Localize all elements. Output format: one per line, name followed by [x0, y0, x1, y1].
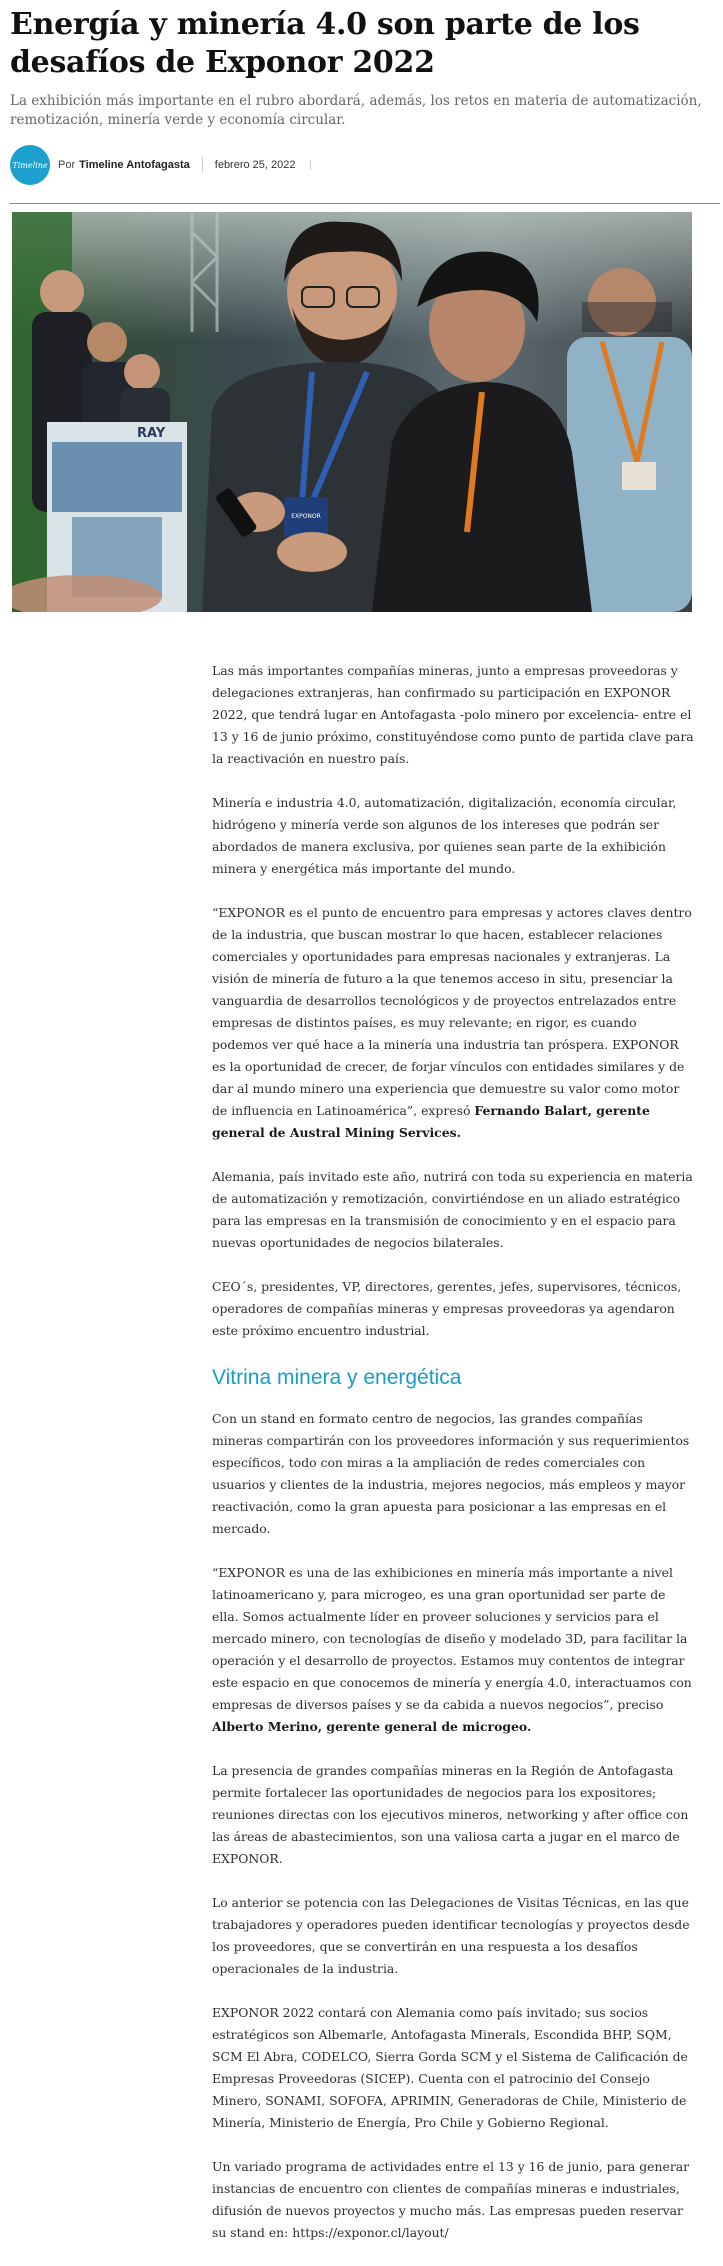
hero-photo-illustration: [12, 212, 692, 612]
quote-text: “EXPONOR es el punto de encuentro para empresas y actores claves dentro de la industria, que buscan mostrar lo que hacen, establecer relaciones comerciales y oportunidades para empresas nacionales y extranjeras. La visión de minería de futuro a la que tenemos acceso in situ, presenciar la vanguardia de desarrollos tecnológicos y de proyectos entrelazados entre empresas de distintos países, es muy relevante; en rigor, es cuando podemos ver qué hace a la minería una industria tan próspera. EXPONOR es la oportunidad de crecer, de forjar vínculos con entidades similares y de dar al mundo minero una experiencia que demuestre su valor como motor de influencia en Latinoamérica”, expresó: [212, 905, 692, 1118]
hero-image: [12, 212, 692, 612]
publish-date: febrero 25, 2022: [214, 159, 296, 171]
article-subtitle: La exhibición más importante en el rubro abordará, además, los retos en materia de automatización, remotización, minería verde y economía circular.: [10, 93, 702, 128]
quote-text: “EXPONOR es una de las exhibiciones en minería más importante a nivel latinoamericano y, para microgeo, es una gran oportunidad ser parte de ella. Somos actualmente líder en proveer soluciones y servicios para el mercado minero, con tecnologías de diseño y modelado 3D, para facilitar la operación y el desarrollo de proyectos. Estamos muy contentos de integrar este espacio en que conocemos de minería y energía 4.0, interactuamos con empresas de diversos países y se da cabida a nuevos negocios”, preciso: [212, 1565, 692, 1712]
paragraph: Un variado programa de actividades entre el 13 y 16 de junio, para generar instancias de encuentro con clientes de compañías mineras e industriales, difusión de nuevos proyectos y mucho más. Las empresas pueden reservar su stand en: https://exponor.cl/layout/: [212, 2159, 690, 2240]
paragraph: Alemania, país invitado este año, nutrirá con toda su experiencia en materia de automatización y remotización, convirtiéndose en un aliado estratégico para las empresas en la transmisión de conocimiento y en el espacio para nuevas oportunidades de negocios bilaterales.: [212, 1169, 693, 1250]
by-prefix: Por: [58, 159, 76, 171]
photo-badge-text: EXPONOR: [291, 513, 321, 520]
byline-divider: [202, 157, 203, 173]
article-title: Energía y minería 4.0 son parte de los desafíos de Exponor 2022: [10, 7, 640, 80]
quote-attribution: Fernando Balart, gerente general de Austral Mining Services.: [212, 1103, 650, 1140]
article-body: [212, 660, 695, 2266]
header-rule: [10, 203, 720, 204]
paragraph: Lo anterior se potencia con las Delegaciones de Visitas Técnicas, en las que trabajadores y operadores pueden identificar tecnologías y proyectos desde los proveedores, que se convertirán en una respuesta a los desafíos operacionales de la industria.: [212, 1895, 690, 1976]
section-heading: Vitrina minera y energética: [212, 1366, 462, 1389]
paragraph: CEO´s, presidentes, VP, directores, gerentes, jefes, supervisores, técnicos, operadores de compañías mineras y empresas proveedoras ya agendaron este próximo encuentro industrial.: [212, 1279, 682, 1338]
byline: [10, 144, 710, 186]
author-link[interactable]: Timeline Antofagasta: [79, 159, 190, 171]
photo-banner-text: RAY: [137, 426, 166, 441]
quote-paragraph: [212, 1562, 695, 1738]
paragraph: Las más importantes compañías mineras, junto a empresas proveedoras y delegaciones extranjeras, han confirmado su participación en EXPONOR 2022, que tendrá lugar en Antofagasta -polo minero por excelencia- entre el 13 y 16 de junio próximo, constituyéndose como punto de partida clave para la reactivación en nuestro país.: [212, 663, 694, 766]
paragraph: La presencia de grandes compañías mineras en la Región de Antofagasta permite fortalecer las oportunidades de negocios para los expositores; reuniones directas con los ejecutivos mineros, networking y after office con las áreas de abastecimientos, son una valiosa carta a jugar en el marco de EXPONOR.: [212, 1763, 689, 1866]
paragraph: Con un stand en formato centro de negocios, las grandes compañías mineras compartirán con los proveedores información y sus requerimientos específicos, todo con miras a la ampliación de redes comerciales con usuarios y clientes de la industria, mejores negocios, más empleos y mayor reactivación, como la gran apuesta para posicionar a las empresas en el mercado.: [212, 1411, 690, 1536]
quote-paragraph: [212, 902, 695, 1144]
byline-divider-2: [310, 160, 311, 170]
quote-attribution: Alberto Merino, gerente general de microgeo.: [212, 1719, 532, 1734]
paragraph: Minería e industria 4.0, automatización, digitalización, economía circular, hidrógeno y minería verde son algunos de los intereses que podrán ser abordados de manera exclusiva, por quienes sean parte de la exhibición minera y energética más importante del mundo.: [212, 795, 677, 876]
author-avatar[interactable]: [10, 145, 50, 185]
avatar-text: Timeline: [12, 160, 48, 170]
paragraph: EXPONOR 2022 contará con Alemania como país invitado; sus socios estratégicos son Albemarle, Antofagasta Minerals, Escondida BHP, SQM, SCM El Abra, CODELCO, Sierra Gorda SCM y el Sistema de Calificación de Empresas Proveedoras (SICEP). Cuenta con el patrocinio del Consejo Minero, SONAMI, SOFOFA, APRIMIN, Generadoras de Chile, Ministerio de Minería, Ministerio de Energía, Pro Chile y Gobierno Regional.: [212, 2005, 688, 2130]
